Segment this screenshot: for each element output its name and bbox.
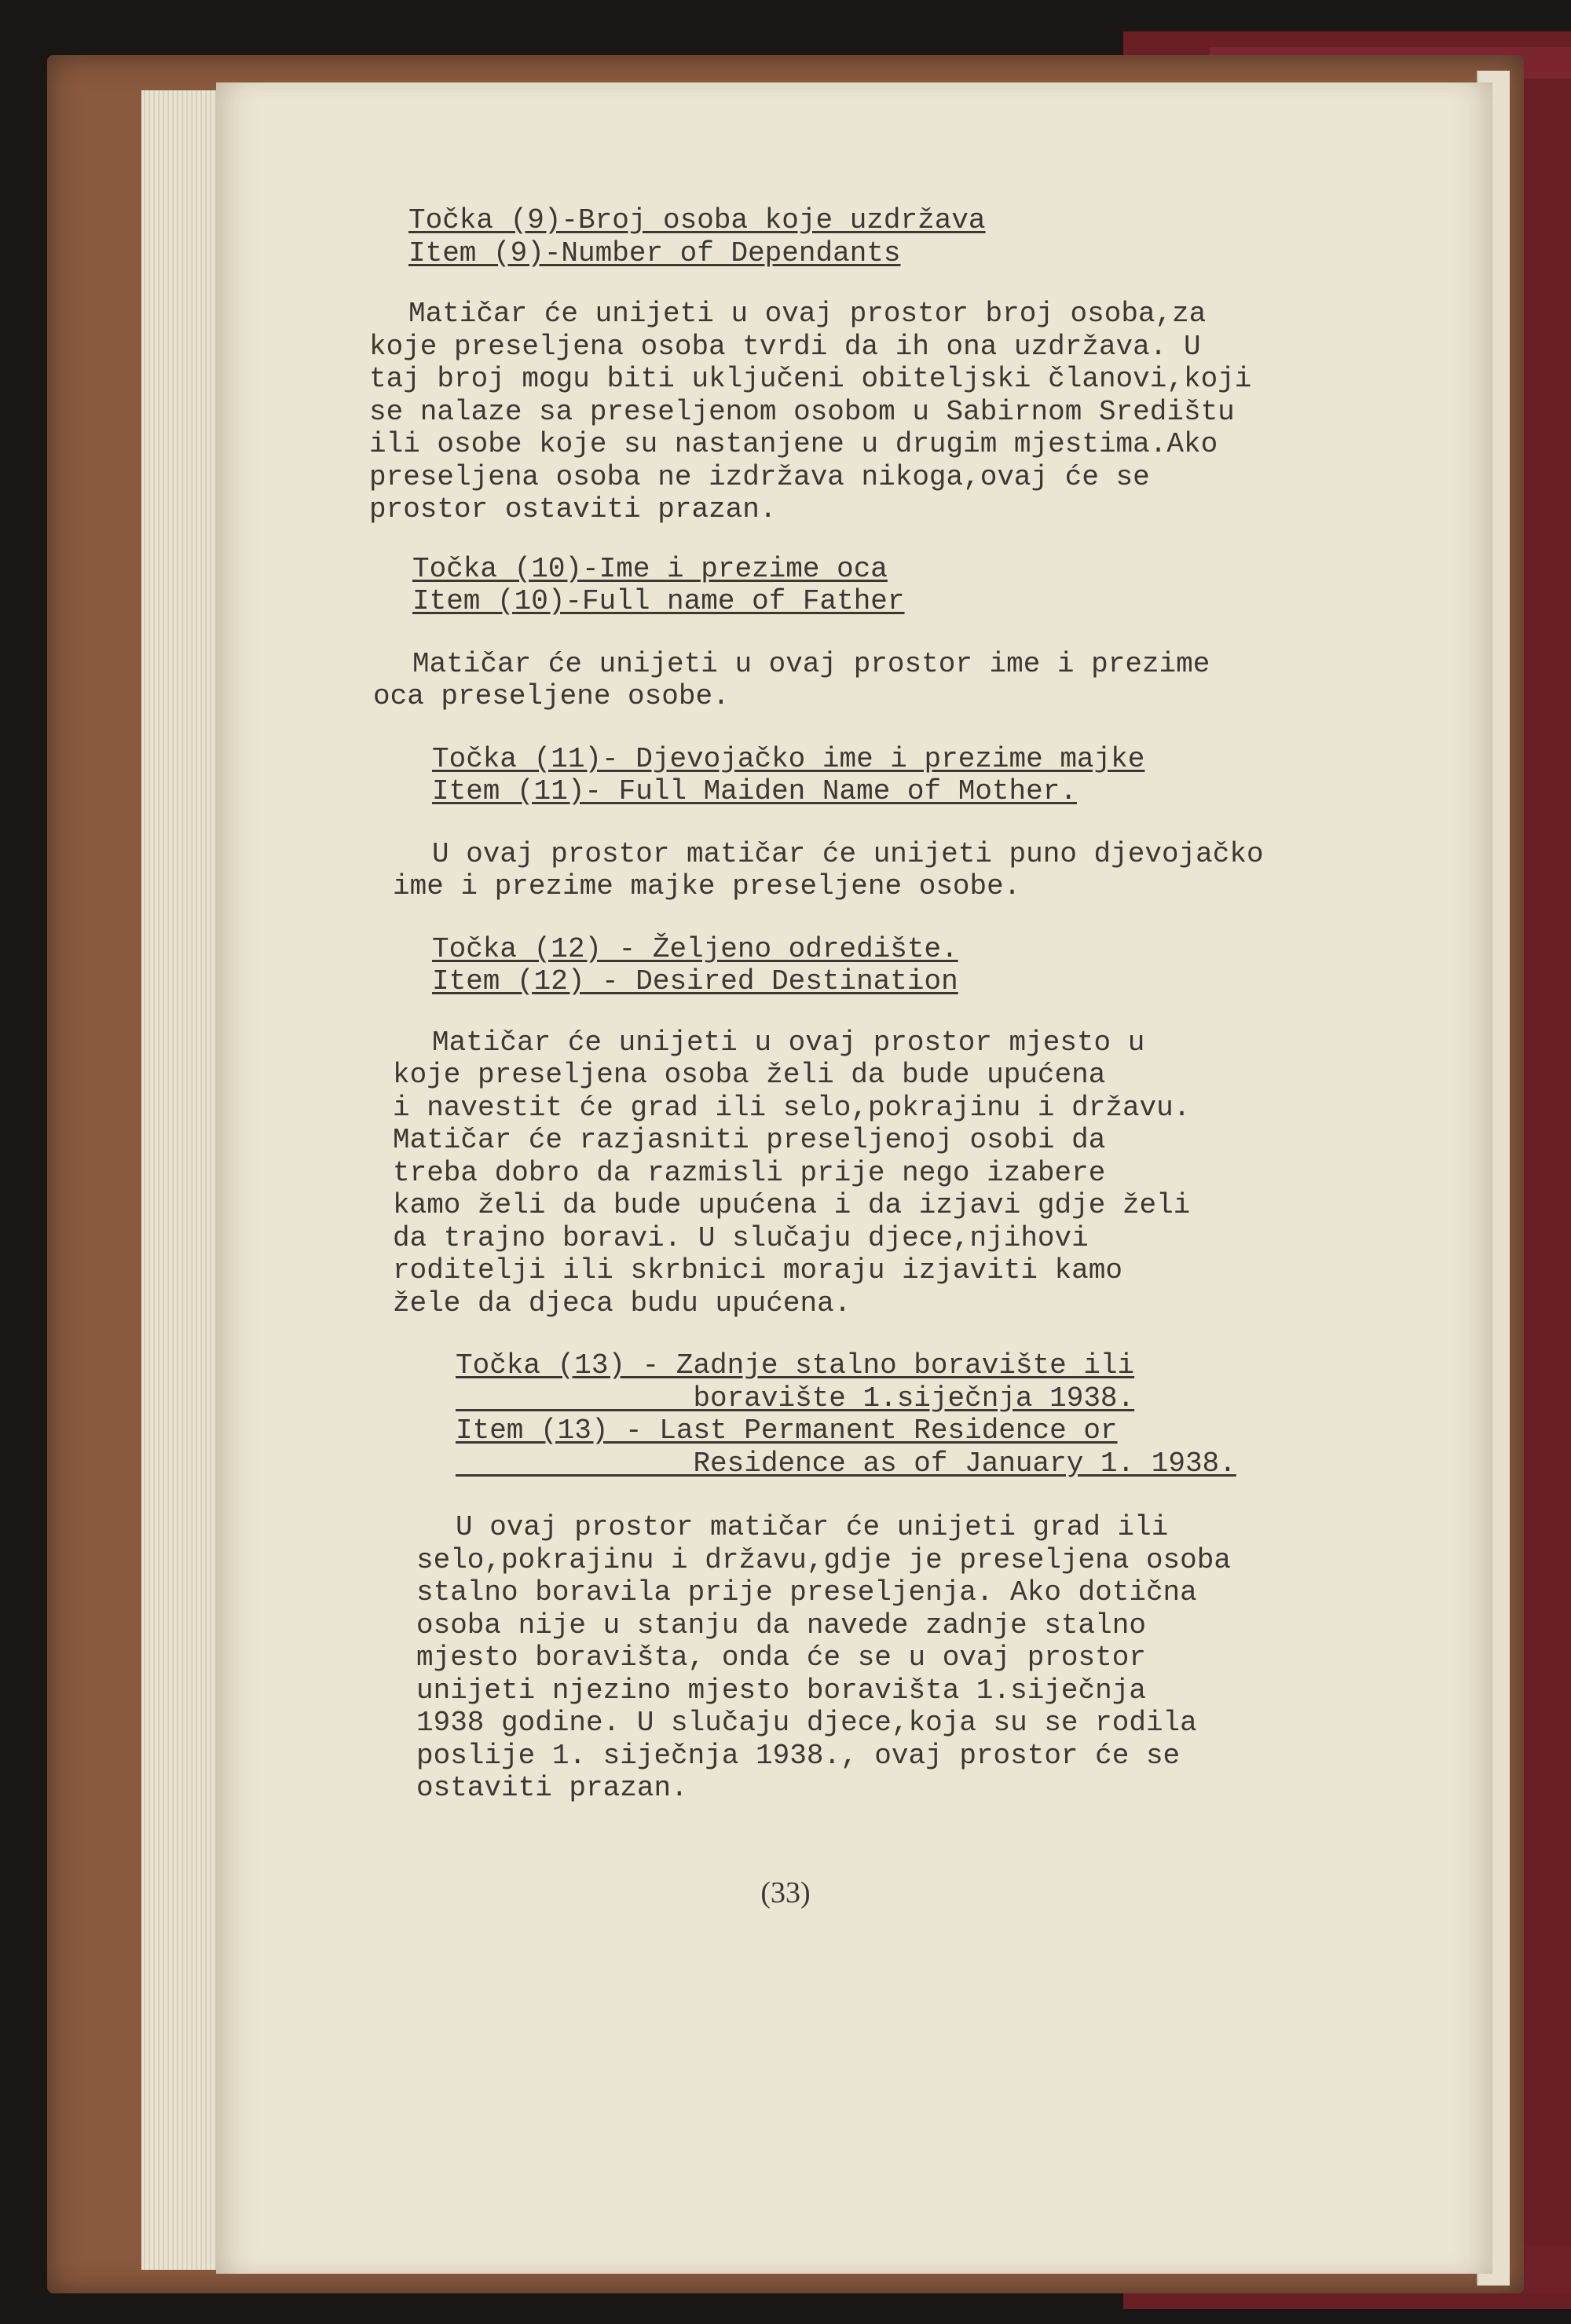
section-body: U ovaj prostor matičar će unijeti puno djevojačko ime i prezime majke preseljene osobe. [393,837,1264,902]
header-english: Item (10)-Full name of Father [412,585,905,617]
header-croatian: Točka (11)- Djevojačko ime i prezime majke [432,742,1145,775]
section-body: Matičar će unijeti u ovaj prostor broj osoba,za koje preseljena osoba tvrdi da ih ona uzdržava. U taj broj mogu biti uključeni obiteljski članovi,koji se nalaze sa preseljenom osobom u Sabirnom Središtu ili osobe koje su nastanjene u drugim mjestima.Ako preseljena osoba ne izdržava nikoga,ovaj će se prostor ostaviti prazan. [369,298,1252,525]
header-croatian: Točka (9)-Broj osoba koje uzdržava [408,204,986,236]
section-header [456,1349,1422,1480]
section-item-9 [369,204,1422,526]
header-english: Item (11)- Full Maiden Name of Mother. [432,775,1077,807]
section-item-12 [393,932,1422,1320]
header-croatian: Točka (10)-Ime i prezime oca [412,552,888,585]
section-item-10 [373,552,1422,713]
header-croatian: Točka (13) - Zadnje stalno boravište ili boravište 1.siječnja 1938. [456,1349,1135,1415]
section-header [412,553,1422,618]
header-english: Item (12) - Desired Destination [432,965,958,997]
header-english: Item (13) - Last Permanent Residence or Residence as of January 1. 1938. [456,1415,1236,1480]
header-english: Item (9)-Number of Dependants [408,236,901,269]
page-number: (33) [760,1876,811,1909]
section-body: Matičar će unijeti u ovaj prostor ime i prezime oca preseljene osobe. [373,647,1210,712]
header-croatian: Točka (12) - Željeno odredište. [432,932,958,965]
page-content [369,204,1422,1805]
section-body: U ovaj prostor matičar će unijeti grad ili selo,pokrajinu i državu,gdje je preseljena osoba stalno boravila prije preseljenja. Ako dotična osoba nije u stanju da navede zadnje stalno mjesto boravišta, onda će se u ovaj prostor unijeti njezino mjesto boravišta 1.siječnja 1938 godine. U slučaju djece,koja su se rodila poslije 1. siječnja 1938., ovaj prostor će se ostaviti prazan. [416,1511,1231,1804]
section-item-13 [416,1349,1422,1805]
page-edges-left [141,90,228,2270]
section-header [432,743,1422,808]
section-item-11 [393,742,1422,903]
section-header [432,933,1422,998]
section-header [408,204,1422,269]
section-body: Matičar će unijeti u ovaj prostor mjesto u koje preseljena osoba želi da bude upućena i navestit će grad ili selo,pokrajinu i državu. Matičar će razjasniti preseljenoj osobi da treba dobro da razmisli prije nego izabere kamo želi da bude upućena i da izjavi gdje želi da trajno boravi. U slučaju djece,njihovi roditelji ili skrbnici moraju izjaviti kamo žele da djeca budu upućena. [393,1026,1191,1319]
